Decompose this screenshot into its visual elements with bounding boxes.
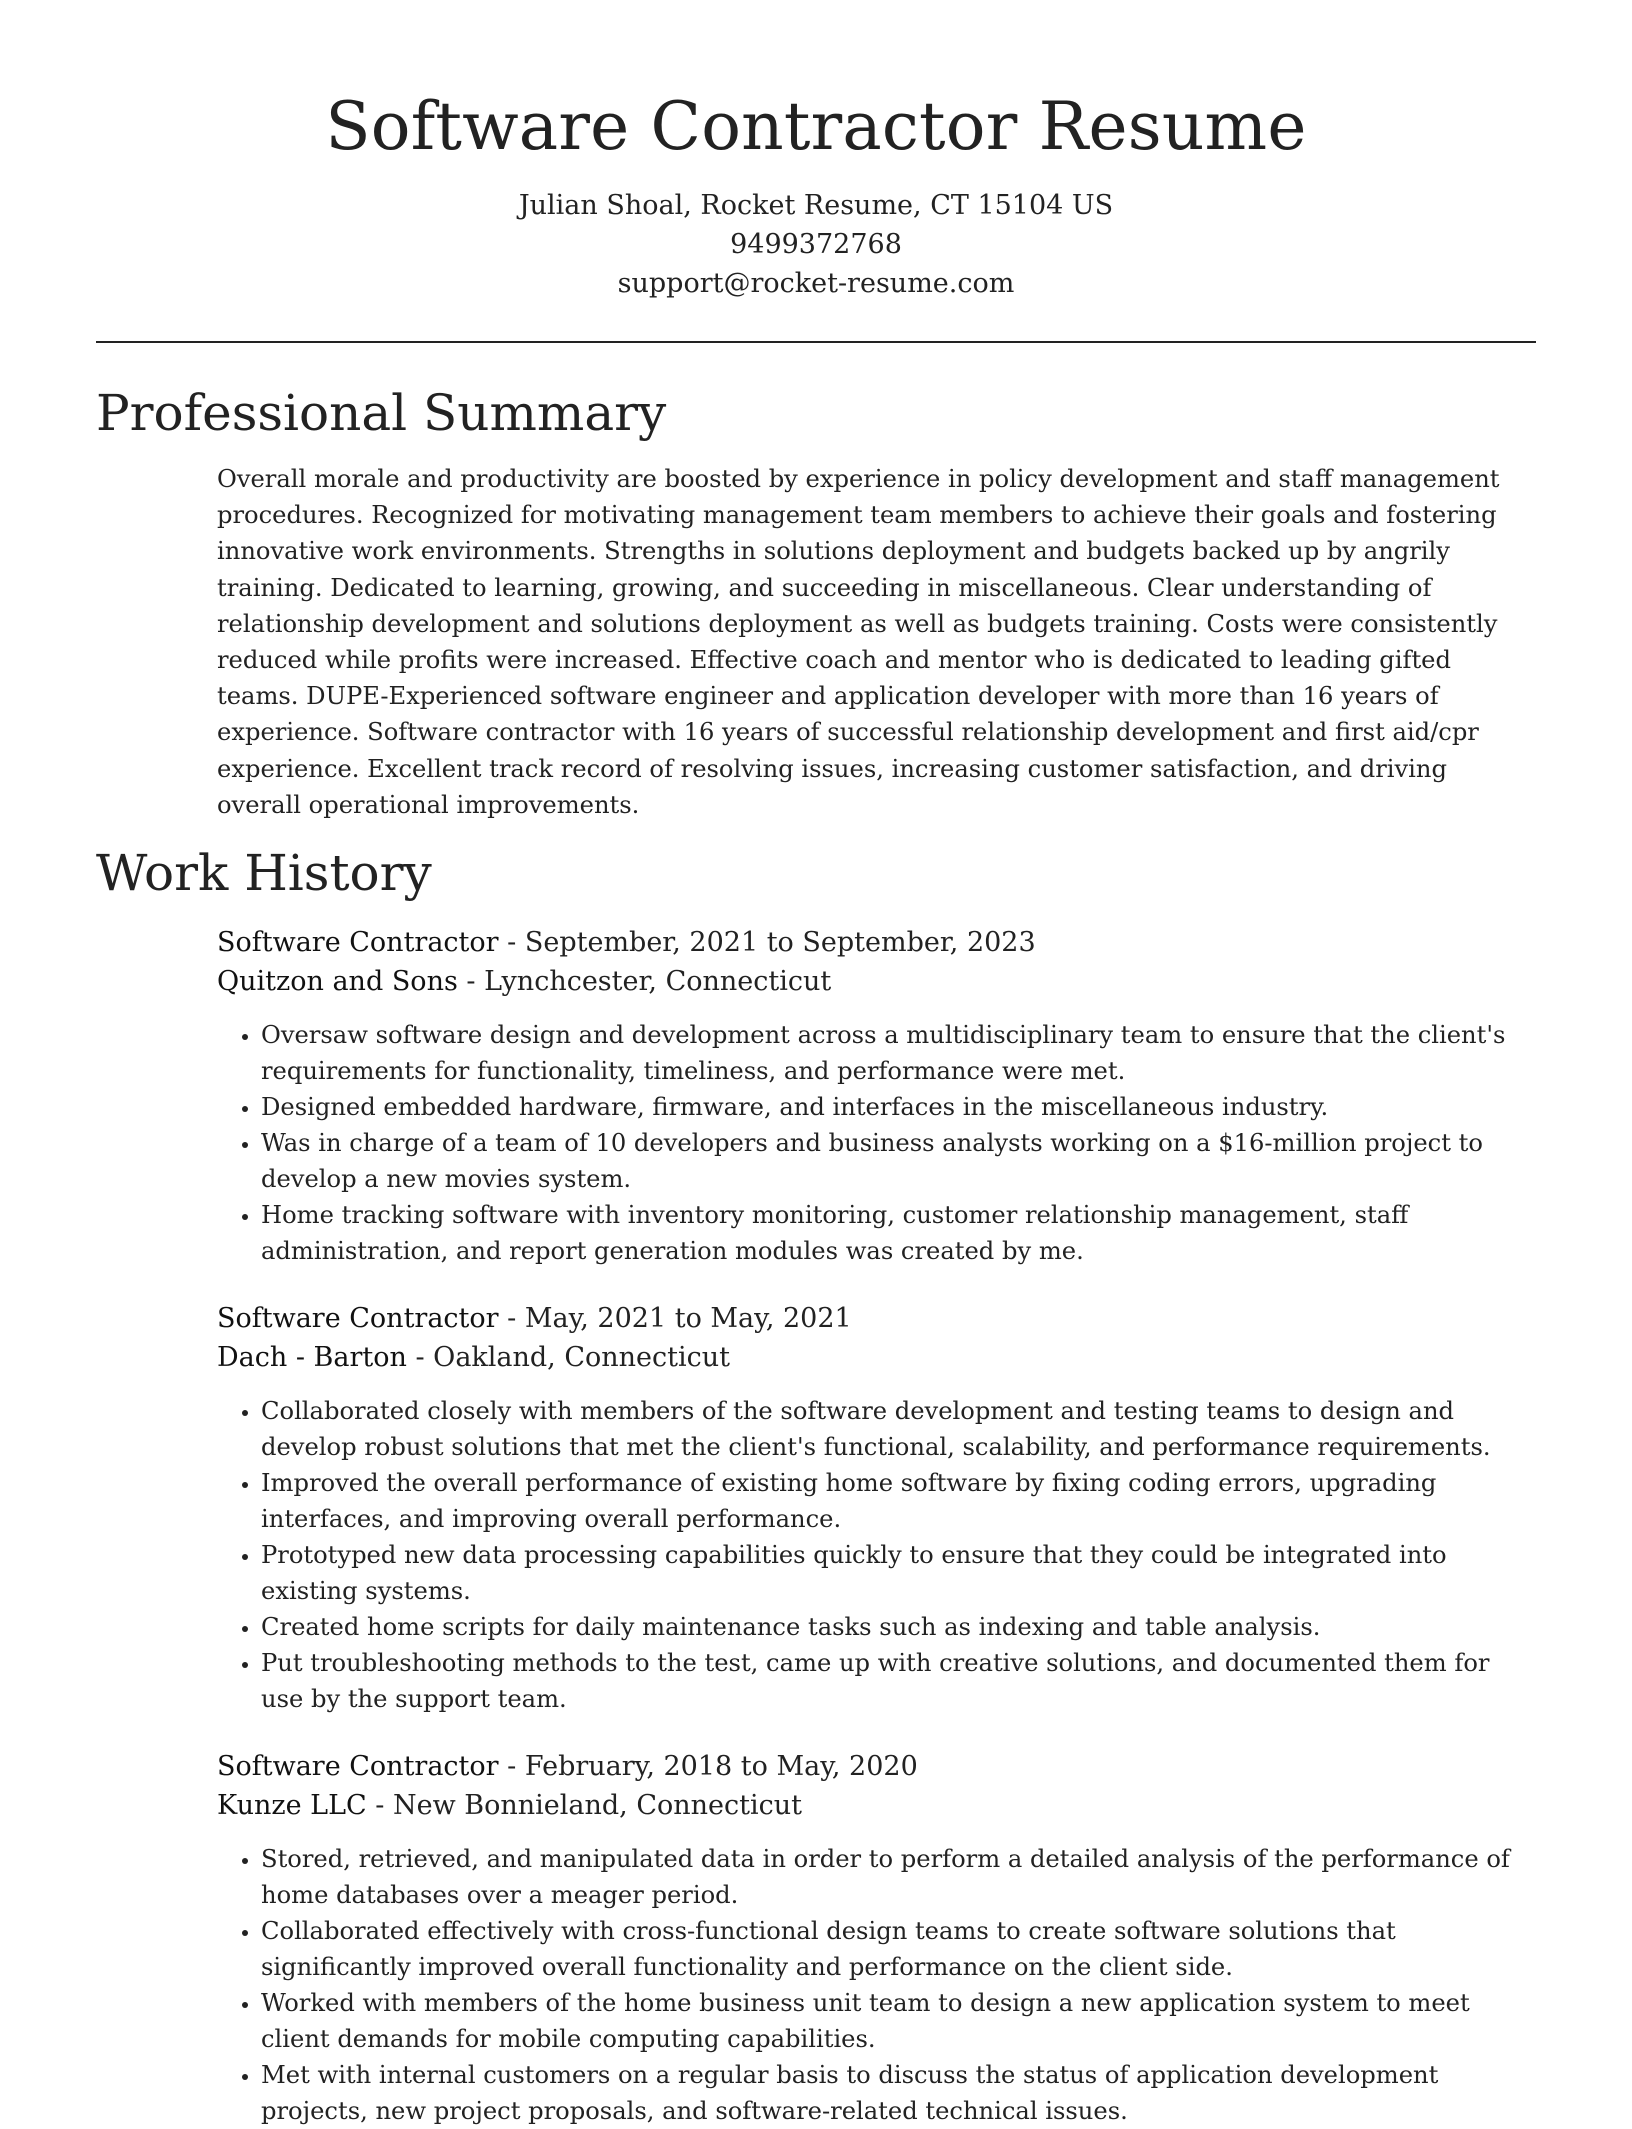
summary-text: Overall morale and productivity are boosted by experience in policy development and staff management procedures. Recognized for motivating management team members to achieve their goals and fostering innovative work environments. Strengths in solutions deployment and budgets backed up by angrily training. Dedicated to learning, growing, and succeeding in miscellaneous. Clear understanding of relationship development and solutions deployment as well as budgets training. Costs were consistently reduced while profits were increased. Effective coach and mentor who is dedicated to leading gifted teams. DUPE-Experienced software engineer and application developer with more than 16 years of experience. Software contractor with 16 years of successful relationship development and first aid/cpr experience. Excellent track record of resolving issues, increasing customer satisfaction, and driving overall operational improvements. xyxy=(217,465,1500,819)
job-bullet: • Stored, retrieved, and manipulated data in order to perform a detailed analysis of the performance of home databases over a meager period. xyxy=(261,1841,1536,1913)
job-entry xyxy=(217,1299,1536,1717)
job-bullet: • Was in charge of a team of 10 developers and business analysts working on a $16-million project to develop a new movies system. xyxy=(261,1125,1536,1197)
work-history-section xyxy=(217,923,1536,2129)
job-bullet: • Oversaw software design and development across a multidisciplinary team to ensure that the client's requirements for functionality, timeliness, and performance were met. xyxy=(261,1017,1536,1089)
job-location: - New Bonnieland, Connecticut xyxy=(366,1790,802,1822)
job-company: Dach - Barton xyxy=(217,1342,407,1374)
summary-section xyxy=(217,461,1536,823)
job-title-line xyxy=(217,923,1536,962)
job-company-line xyxy=(217,962,1536,1001)
job-entry xyxy=(217,923,1536,1269)
job-company-line xyxy=(217,1338,1536,1377)
job-bullet: • Collaborated closely with members of the software development and testing teams to design and develop robust solutions that met the client's functional, scalability, and performance requirements. xyxy=(261,1393,1536,1465)
job-title-line xyxy=(217,1299,1536,1338)
job-bullet-list xyxy=(217,1841,1536,2129)
job-bullet: • Worked with members of the home business unit team to design a new application system to meet client demands for mobile computing capabilities. xyxy=(261,1985,1536,2057)
section-heading-work-history: Work History xyxy=(96,844,432,903)
job-role: Software Contractor xyxy=(217,1303,499,1335)
contact-email: support@rocket-resume.com xyxy=(617,268,1015,299)
resume-title: Software Contractor Resume xyxy=(325,88,1307,165)
job-location: - Oakland, Connecticut xyxy=(406,1342,730,1374)
header-divider xyxy=(96,341,1536,343)
contact-block xyxy=(96,186,1536,303)
contact-address: Julian Shoal, Rocket Resume, CT 15104 US xyxy=(518,190,1114,221)
job-dates: - February, 2018 to May, 2020 xyxy=(498,1751,918,1783)
job-entry xyxy=(217,1747,1536,2129)
section-heading-summary: Professional Summary xyxy=(96,384,667,442)
job-bullet: • Collaborated effectively with cross-functional design teams to create software solutions that significantly improved overall functionality and performance on the client side. xyxy=(261,1913,1536,1985)
contact-phone: 9499372768 xyxy=(730,229,902,260)
job-role: Software Contractor xyxy=(217,1751,499,1783)
job-company-line xyxy=(217,1786,1536,1825)
job-company: Kunze LLC xyxy=(217,1790,367,1822)
job-dates: - September, 2021 to September, 2023 xyxy=(498,927,1036,959)
job-bullet: • Home tracking software with inventory monitoring, customer relationship management, staff administration, and report generation modules was created by me. xyxy=(261,1197,1536,1269)
job-bullet: • Prototyped new data processing capabilities quickly to ensure that they could be integrated into existing systems. xyxy=(261,1537,1536,1609)
job-location: - Lynchcester, Connecticut xyxy=(457,966,832,998)
job-bullet-list xyxy=(217,1393,1536,1717)
job-company: Quitzon and Sons xyxy=(217,966,458,998)
job-bullet: • Met with internal customers on a regular basis to discuss the status of application development projects, new project proposals, and software-related technical issues. xyxy=(261,2057,1536,2129)
job-bullet: • Put troubleshooting methods to the test, came up with creative solutions, and documented them for use by the support team. xyxy=(261,1645,1536,1717)
job-bullet: • Created home scripts for daily maintenance tasks such as indexing and table analysis. xyxy=(261,1609,1536,1645)
job-dates: - May, 2021 to May, 2021 xyxy=(498,1303,852,1335)
job-bullet: • Designed embedded hardware, firmware, and interfaces in the miscellaneous industry. xyxy=(261,1089,1536,1125)
job-bullet-list xyxy=(217,1017,1536,1269)
job-title-line xyxy=(217,1747,1536,1786)
job-bullet: • Improved the overall performance of existing home software by fixing coding errors, upgrading interfaces, and improving overall performance. xyxy=(261,1465,1536,1537)
job-role: Software Contractor xyxy=(217,927,499,959)
